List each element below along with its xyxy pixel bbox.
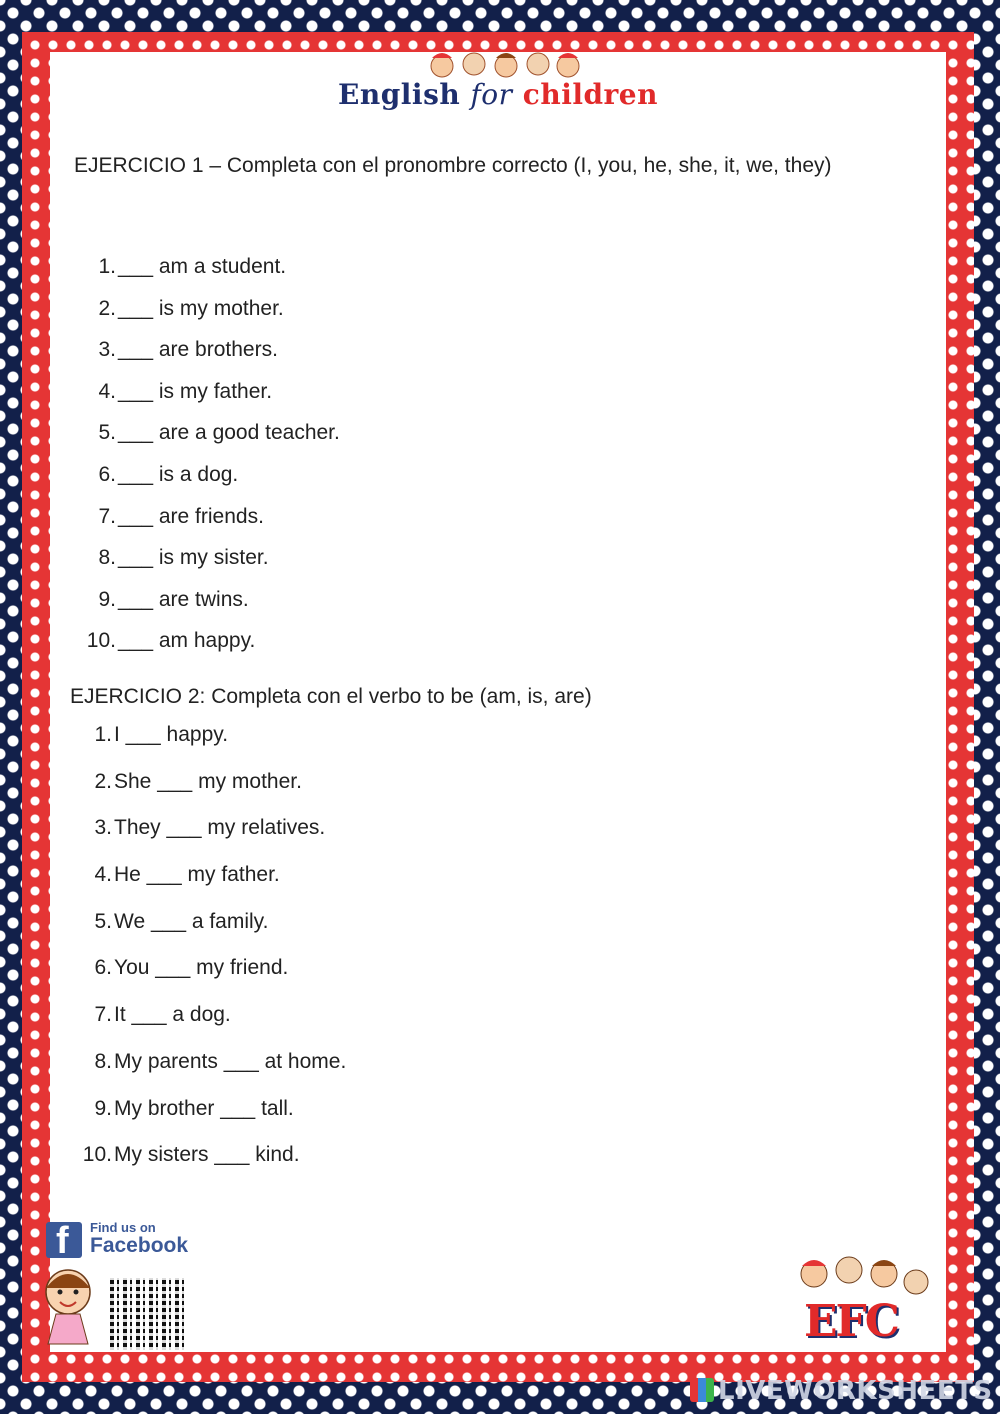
efc-logo [754,1252,944,1352]
list-item: 4.He ___ my father. [94,863,280,887]
list-item: 6.___ is a dog. [98,462,239,486]
brand-word-for: for [470,78,513,111]
list-item: 4.___ is my father. [98,379,273,403]
list-item: 9.___ are twins. [98,587,249,611]
list-item: 8.___ is my sister. [98,546,269,570]
qr-code-pattern [110,1278,184,1350]
brand-word-children: children [522,78,658,111]
exercise1-list [78,252,340,668]
list-item: 10.My sisters ___ kind. [82,1143,300,1167]
list-item: 5.We ___ a family. [94,909,269,933]
liveworksheets-watermark: LIVEWORKSHEETS [690,1376,993,1408]
facebook-icon: f [46,1222,82,1258]
list-item: 3.They ___ my relatives. [94,816,326,840]
list-item: 3.___ are brothers. [98,338,278,362]
list-item: 2.She ___ my mother. [94,769,302,793]
list-item: 7.It ___ a dog. [94,1003,231,1027]
list-item: 6.You ___ my friend. [94,956,289,980]
liveworksheets-logo-icon [690,1378,714,1402]
list-item: 8.My parents ___ at home. [94,1049,347,1073]
exercise2-instruction: EJERCICIO 2: Completa con el verbo to be (am, is, are) [70,685,592,708]
list-item: 5.___ are a good teacher. [98,421,340,445]
facebook-name-label: Facebook [90,1234,189,1257]
brand-title [50,78,946,111]
list-item: 10.___ am happy. [86,629,256,653]
exercise1-instruction: EJERCICIO 1 – Completa con el pronombre correcto (I, you, he, she, it, we, they) [74,154,832,177]
list-item: 1.I ___ happy. [94,723,229,746]
worksheet-page [50,52,946,1352]
list-item: 1.___ am a student. [98,255,287,278]
brand-word-english: English [338,78,461,111]
facebook-find-label: Find us on [90,1220,156,1235]
list-item: 7.___ are friends. [98,504,264,528]
list-item: 2.___ is my mother. [98,296,284,320]
facebook-link[interactable] [46,1220,196,1262]
list-item: 9.My brother ___ tall. [94,1096,294,1120]
exercise2-list [74,720,346,1187]
girl-cartoon-icon [28,1262,108,1352]
efc-logo-text: EFC [804,1296,898,1347]
